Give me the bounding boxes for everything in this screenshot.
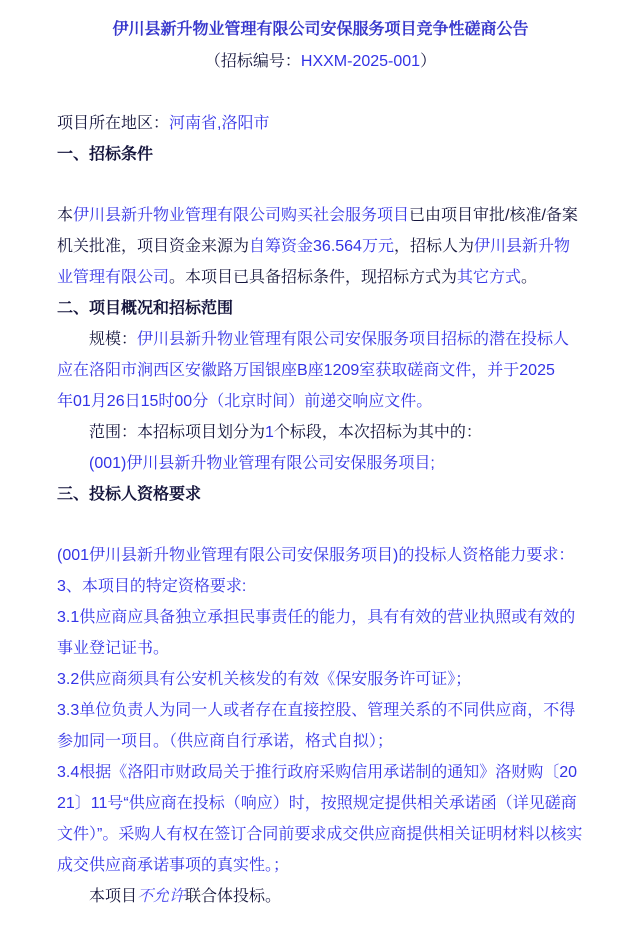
para-req-3-3 [57, 695, 584, 757]
para-req-3-2 [57, 664, 584, 695]
text-segment: 伊川县新升物业管理有限公司购买社会服务项目 [73, 207, 410, 224]
text-segment: (001)伊川县新升物业管理有限公司安保服务项目; [89, 455, 435, 472]
text-segment: 规模： [89, 331, 138, 348]
text-segment: 本项目 [89, 888, 138, 905]
text-segment: 伊川县新升物业管理有限公司 [57, 238, 570, 286]
text-segment: 其它方式 [457, 269, 522, 286]
region-line [57, 108, 584, 139]
text-segment: 自筹资金36.564万元 [249, 238, 394, 255]
text-segment: 河南省,洛阳市 [169, 115, 270, 132]
text-segment: 3.2供应商须具有公安机关核发的有效《保安服务许可证》； [57, 671, 472, 688]
text-segment: 年01月26日15时00分（北京时间）前递交响应文件。 [57, 393, 433, 410]
text-segment: 3.4根据《洛阳市财政局关于推行政府采购信用承诺制的通知》洛财购〔2021〕11号“供应商在投标（响应）时，按照规定提供相关承诺函（详见磋商文件）”。采购人有权在签订合同前要求成交供应商提供相关证明材料以核实成交供应商承诺事项的真实性。； [57, 764, 583, 874]
text-segment: 联合体投标。 [185, 888, 282, 905]
para-tender-conditions [57, 200, 584, 293]
text-segment: 范围：本招标项目划分为 [89, 424, 266, 441]
text-segment: 不允许 [137, 888, 186, 905]
text-segment: 已由项目审批/核准/备案机关批准，项目资金来源为 [57, 207, 578, 255]
text-segment: 一、招标条件 [57, 146, 154, 163]
text-segment: 本 [57, 207, 74, 224]
para-req-3-4 [57, 757, 584, 881]
text-segment: 个标段，本次招标为其中的： [273, 424, 482, 441]
section-heading-1 [57, 139, 584, 170]
text-segment: (001伊川县新升物业管理有限公司安保服务项目)的投标人资格能力要求：3、本项目的特定资格要求: [57, 547, 575, 595]
text-segment: 1 [265, 424, 274, 441]
text-segment: ，招标人为 [393, 238, 474, 255]
text-segment: ） [420, 53, 437, 70]
text-segment: （招标编号： [204, 53, 301, 70]
para-req-3-1 [57, 602, 584, 664]
para-lot-001 [57, 448, 584, 479]
section-heading-3 [57, 479, 584, 510]
text-segment: 。本项目已具备招标条件，现招标方式为 [169, 269, 458, 286]
section-heading-2 [57, 293, 584, 324]
text-segment: 项目所在地区： [57, 115, 170, 132]
text-segment: 3.1供应商应具备独立承担民事责任的能力，具有有效的营业执照或有效的事业登记证书。 [57, 609, 576, 657]
para-qualification-intro [57, 540, 584, 602]
text-segment: 。 [521, 269, 538, 286]
text-segment: 3.3单位负责人为同一人或者存在直接控股、管理关系的不同供应商，不得参加同一项目。（供应商自行承诺，格式自拟）； [57, 702, 576, 750]
para-scale [57, 324, 584, 417]
para-consortium [57, 881, 584, 912]
text-segment: HXXM-2025-001 [300, 53, 421, 70]
doc-title [57, 14, 584, 46]
announcement-document [57, 14, 584, 912]
text-segment: 伊川县新升物业管理有限公司安保服务项目招标的潜在投标人应在洛阳市涧西区安徽路万国银座B座1209室获取磋商文件，并于2025 [57, 331, 570, 379]
tender-code-line [57, 46, 584, 78]
para-range [57, 417, 584, 448]
text-segment: 三、投标人资格要求 [57, 486, 202, 503]
text-segment: 二、项目概况和招标范围 [57, 300, 234, 317]
text-segment: 伊川县新升物业管理有限公司安保服务项目竞争性磋商公告 [112, 21, 529, 38]
